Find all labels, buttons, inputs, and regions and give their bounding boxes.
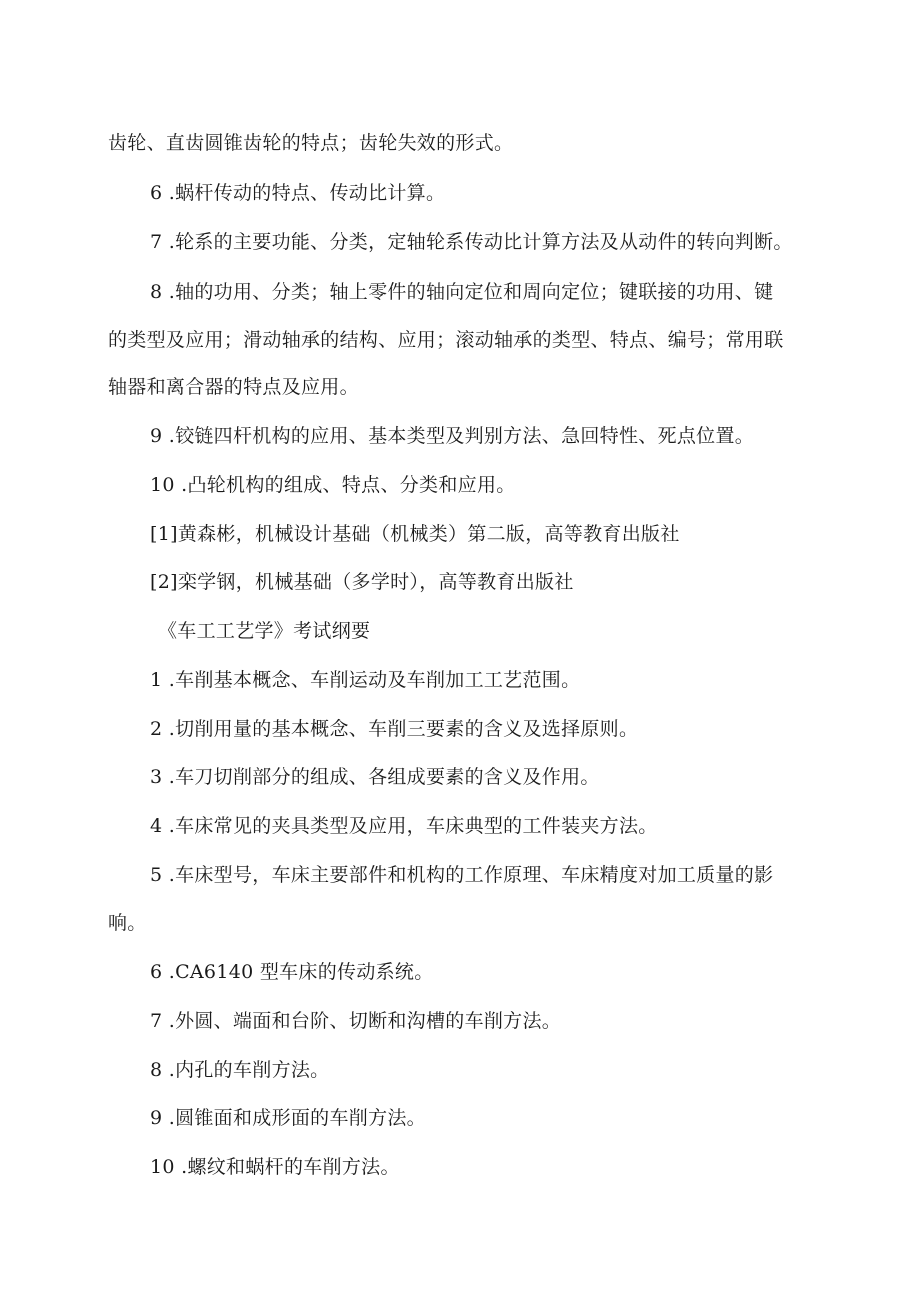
- reference-1: [1]黄森彬，机械设计基础（机械类）第二版，高等教育出版社: [150, 523, 680, 545]
- turning-item-3: 3 .车刀切削部分的组成、各组成要素的含义及作用。: [150, 766, 600, 788]
- turning-item-9: 9 .圆锥面和成形面的车削方法。: [150, 1107, 426, 1129]
- turning-item-4: 4 .车床常见的夹具类型及应用，车床典型的工件装夹方法。: [150, 815, 658, 837]
- turning-item-5-line1: 5 .车床型号，车床主要部件和机构的工作原理、车床精度对加工质量的影: [150, 864, 774, 886]
- item-8-shaft-line2: 的类型及应用；滑动轴承的结构、应用；滚动轴承的类型、特点、编号；常用联: [108, 329, 784, 351]
- item-10-cam-mechanism: 10 .凸轮机构的组成、特点、分类和应用。: [150, 474, 516, 496]
- section-heading-turning-process: 《车工工艺学》考试纲要: [158, 620, 371, 642]
- item-7-gear-train: 7 .轮系的主要功能、分类，定轴轮系传动比计算方法及从动件的转向判断。: [150, 231, 793, 253]
- turning-item-1: 1 .车削基本概念、车削运动及车削加工工艺范围。: [150, 669, 581, 691]
- turning-item-2: 2 .切削用量的基本概念、车削三要素的含义及选择原则。: [150, 718, 639, 740]
- paragraph-continuation-gears: 齿轮、直齿圆锥齿轮的特点；齿轮失效的形式。: [108, 132, 514, 154]
- item-8-shaft-line3: 轴器和离合器的特点及应用。: [108, 376, 359, 398]
- item-6-worm-drive: 6 .蜗杆传动的特点、传动比计算。: [150, 182, 446, 204]
- turning-item-10: 10 .螺纹和蜗杆的车削方法。: [150, 1156, 400, 1178]
- item-9-four-bar-linkage: 9 .铰链四杆机构的应用、基本类型及判别方法、急回特性、死点位置。: [150, 425, 755, 447]
- turning-item-7: 7 .外圆、端面和台阶、切断和沟槽的车削方法。: [150, 1010, 562, 1032]
- turning-item-6: 6 .CA6140 型车床的传动系统。: [150, 961, 434, 983]
- reference-2: [2]栾学钢，机械基础（多学时），高等教育出版社: [150, 571, 574, 593]
- turning-item-8: 8 .内孔的车削方法。: [150, 1059, 330, 1081]
- turning-item-5-line2: 响。: [108, 912, 147, 934]
- item-8-shaft-line1: 8 .轴的功用、分类；轴上零件的轴向定位和周向定位；键联接的功用、键: [150, 281, 774, 303]
